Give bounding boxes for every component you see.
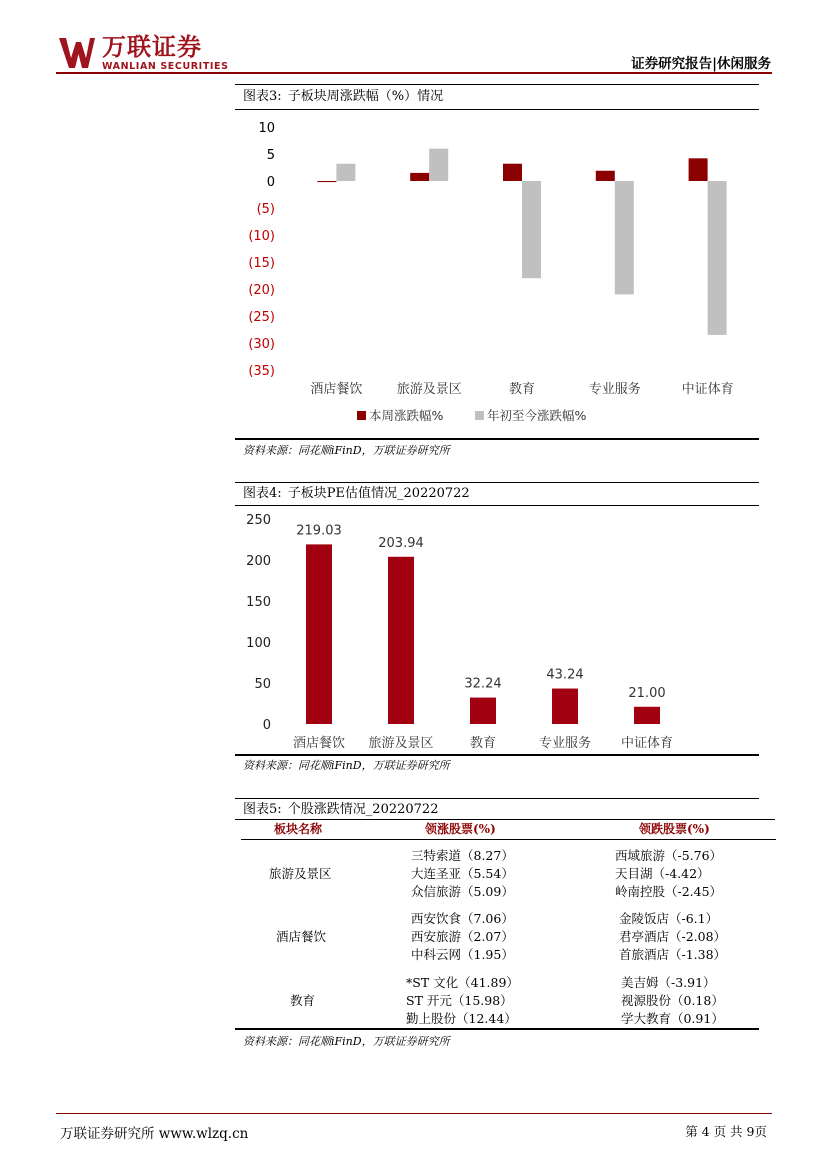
sector-name: 旅游及景区 — [269, 866, 332, 881]
bar-weekly — [689, 158, 708, 181]
legend-label: 本周涨跌幅% — [369, 408, 444, 423]
bar-weekly — [410, 173, 429, 181]
y-tick-label: 200 — [246, 554, 271, 569]
y-tick-label: (30) — [248, 337, 275, 352]
sector-name: 教育 — [290, 993, 316, 1008]
y-tick-label: (10) — [248, 229, 275, 244]
col-header-leading-down: 领跌股票(%) — [639, 822, 710, 836]
fig3-chart — [235, 110, 759, 438]
up-stock: 三特索道（8.27） — [411, 848, 514, 863]
data-label: 21.00 — [628, 685, 666, 701]
logo-text-en: WANLIAN SECURITIES — [102, 61, 229, 72]
up-stock: ST 开元（15.98） — [406, 993, 513, 1008]
y-tick-label: 150 — [246, 595, 271, 610]
legend-label: 年初至今涨跌幅% — [487, 408, 587, 423]
bar-pe — [634, 707, 660, 724]
fig4-source: 资料来源：同花顺iFinD，万联证券研究所 — [243, 759, 450, 772]
y-tick-label: 10 — [258, 121, 275, 136]
down-stock: 岭南控股（-2.45） — [615, 884, 723, 899]
bar-ytd — [708, 181, 727, 335]
legend-swatch — [357, 411, 366, 420]
header-divider — [56, 72, 772, 74]
fig4-title-text: 子板块PE估值情况_20220722 — [287, 486, 470, 501]
y-tick-label: 100 — [246, 636, 271, 651]
legend-swatch — [475, 411, 484, 420]
down-stock: 首旅酒店（-1.38） — [619, 947, 727, 962]
logo-text-cn: 万联证券 — [102, 33, 202, 61]
data-label: 203.94 — [378, 535, 424, 551]
col-header-sector: 板块名称 — [274, 822, 323, 836]
bar-weekly — [503, 164, 522, 181]
fig5-title-text: 个股涨跌情况_20220722 — [287, 802, 439, 817]
x-tick-label: 中证体育 — [681, 382, 734, 397]
x-tick-label: 旅游及景区 — [368, 736, 434, 751]
fig4-title — [241, 485, 759, 503]
down-stock: 美吉姆（-3.91） — [621, 975, 716, 990]
down-stock: 视源股份（0.18） — [621, 993, 724, 1008]
down-stock: 西域旅游（-5.76） — [615, 848, 723, 863]
bar-pe — [552, 689, 578, 724]
fig3-bottom-rule — [235, 438, 759, 440]
y-tick-label: 50 — [254, 677, 271, 692]
y-tick-label: (35) — [248, 364, 275, 379]
y-tick-label: (20) — [248, 283, 275, 298]
report-type: 证券研究报告|休闲服务 — [631, 56, 771, 72]
y-tick-label: 0 — [262, 718, 271, 733]
x-tick-label: 教育 — [508, 382, 536, 397]
fig5-label: 图表5: — [243, 802, 282, 817]
bar-weekly — [596, 171, 615, 181]
y-tick-label: 250 — [246, 513, 271, 528]
bar-weekly — [317, 181, 336, 182]
up-stock: 西安饮食（7.06） — [411, 911, 514, 926]
fig5-top-rule — [235, 798, 759, 799]
fig4-chart — [235, 506, 759, 754]
y-tick-label: (25) — [248, 310, 275, 325]
fig4-top-rule — [235, 482, 759, 483]
down-stock: 学大教育（0.91） — [621, 1011, 724, 1026]
col-header-leading-up: 领涨股票(%) — [425, 822, 496, 836]
fig3-top-rule — [235, 84, 759, 85]
page-number: 第 4 页 共 9页 — [685, 1124, 767, 1139]
x-tick-label: 专业服务 — [538, 736, 592, 751]
down-stock: 金陵饭店（-6.1） — [619, 911, 719, 926]
up-stock: 中科云网（1.95） — [411, 947, 514, 962]
footer-org: 万联证券研究所 www.wlzq.cn — [60, 1126, 249, 1142]
data-label: 32.24 — [464, 676, 502, 692]
fig4-bottom-rule — [235, 754, 759, 756]
y-tick-label: 5 — [266, 148, 275, 163]
wanlian-logo-mark — [58, 36, 96, 70]
bar-pe — [306, 544, 332, 724]
up-stock: *ST 文化（41.89） — [406, 975, 519, 990]
y-tick-label: (5) — [256, 202, 275, 217]
bar-pe — [388, 557, 414, 724]
data-label: 219.03 — [296, 523, 342, 539]
bar-ytd — [429, 149, 448, 181]
fig3-title — [241, 88, 759, 106]
bar-ytd — [615, 181, 634, 294]
down-stock: 君亭酒店（-2.08） — [619, 929, 727, 944]
bar-pe — [470, 698, 496, 724]
fig3-source: 资料来源：同花顺iFinD，万联证券研究所 — [243, 444, 450, 457]
fig4-label: 图表4: — [243, 486, 282, 501]
up-stock: 勤上股份（12.44） — [406, 1011, 517, 1026]
up-stock: 西安旅游（2.07） — [411, 929, 514, 944]
x-tick-label: 酒店餐饮 — [292, 736, 346, 751]
x-tick-label: 旅游及景区 — [396, 382, 462, 397]
bar-ytd — [336, 164, 355, 181]
up-stock: 大连圣亚（5.54） — [411, 866, 514, 881]
data-label: 43.24 — [546, 667, 584, 683]
table-header-rule — [241, 839, 776, 840]
x-tick-label: 酒店餐饮 — [310, 382, 363, 397]
x-tick-label: 专业服务 — [588, 382, 641, 397]
down-stock: 天目湖（-4.42） — [615, 866, 710, 881]
fig3-title-text: 子板块周涨跌幅（%）情况 — [287, 89, 444, 104]
y-tick-label: 0 — [266, 175, 275, 190]
x-tick-label: 教育 — [469, 736, 497, 751]
x-tick-label: 中证体育 — [620, 736, 674, 751]
fig5-bottom-rule — [235, 1028, 759, 1030]
footer-divider — [56, 1113, 772, 1114]
bar-ytd — [522, 181, 541, 278]
stock-table — [241, 820, 753, 1030]
y-tick-label: (15) — [248, 256, 275, 271]
fig3-label: 图表3: — [243, 89, 282, 104]
sector-name: 酒店餐饮 — [276, 929, 327, 944]
up-stock: 众信旅游（5.09） — [411, 884, 514, 899]
fig5-source: 资料来源：同花顺iFinD，万联证券研究所 — [243, 1035, 450, 1048]
fig5-title — [241, 801, 759, 819]
